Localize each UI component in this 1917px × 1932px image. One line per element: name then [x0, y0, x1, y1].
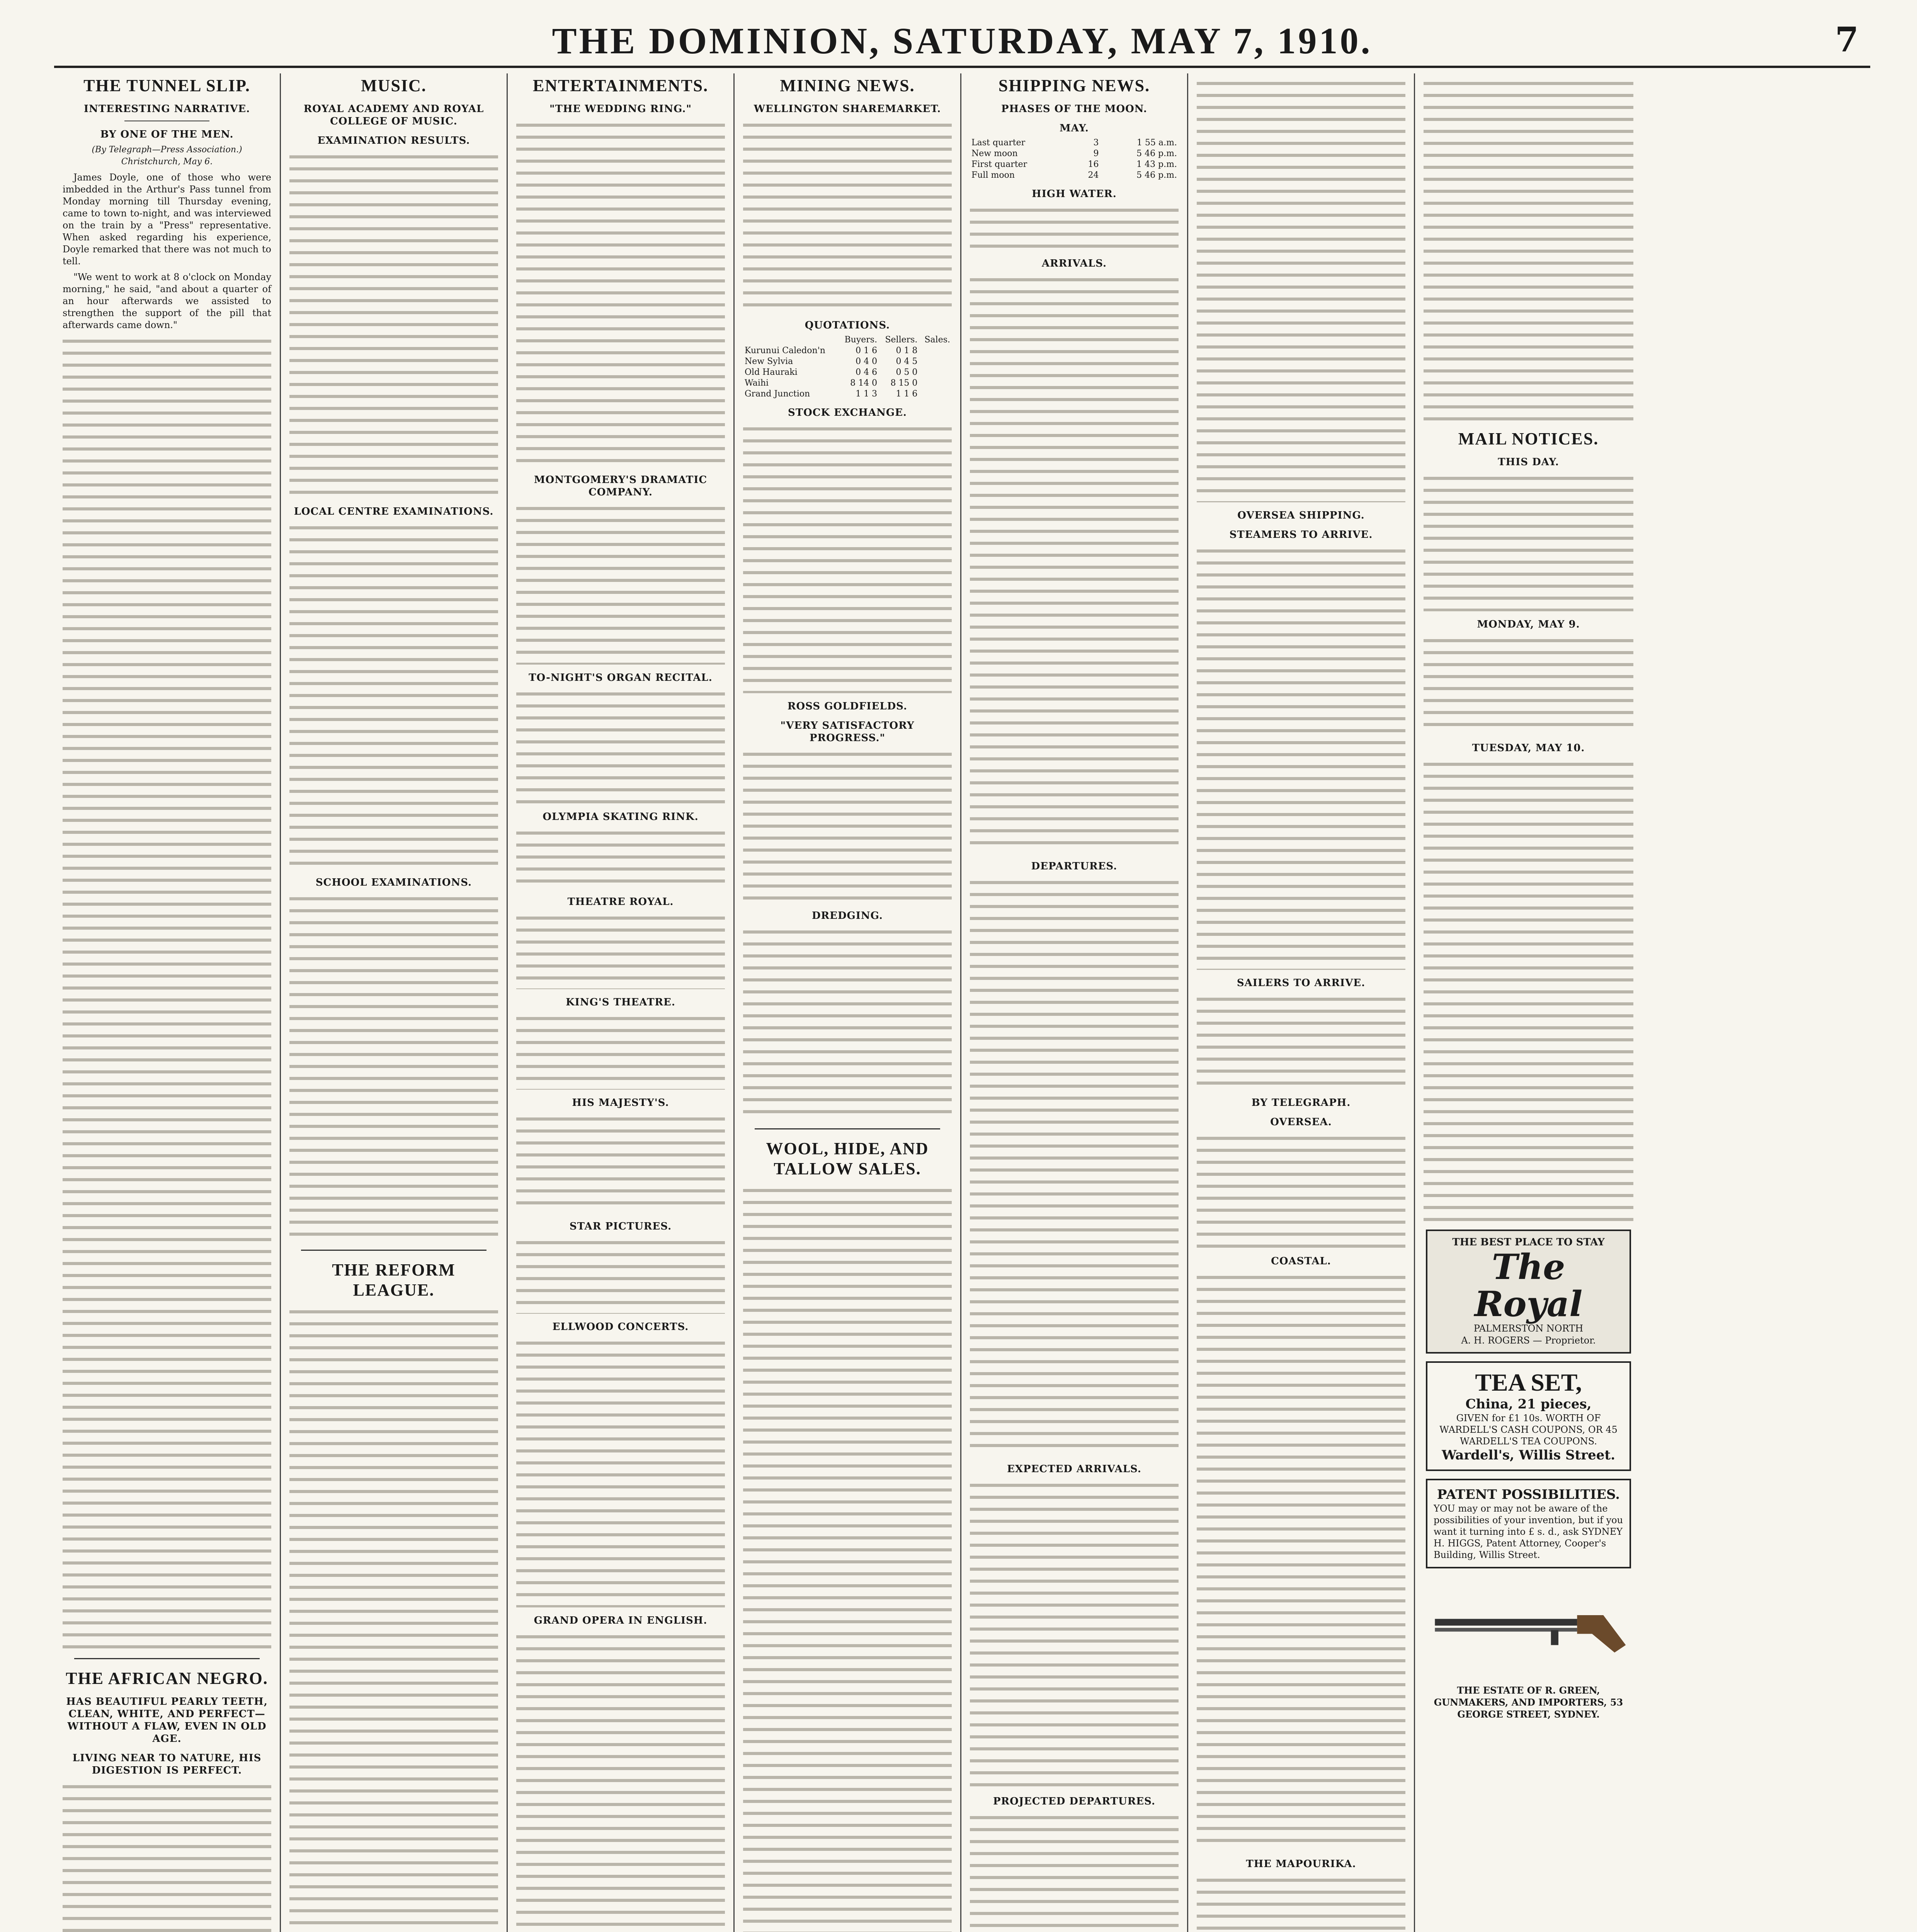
- goldfields-body-text: [743, 748, 952, 903]
- table-cell: 8 15 0: [890, 378, 918, 388]
- mail-list: [1424, 472, 1633, 611]
- mail-list: [1424, 634, 1633, 735]
- ellwood-subheading: ELLWOOD CONCERTS.: [552, 1321, 689, 1333]
- table-cell: 1 55 a.m.: [1137, 138, 1177, 148]
- column-5: [961, 73, 1188, 1932]
- dredging-subheading: DREDGING.: [812, 910, 883, 922]
- table-cell: 0 4 5: [896, 357, 918, 366]
- table-header: [743, 335, 838, 345]
- column-4: [735, 73, 961, 1932]
- theatre-royal-subheading: THEATRE ROYAL.: [567, 896, 674, 908]
- mail-list: [1424, 758, 1633, 1222]
- table-header: Sellers.: [885, 335, 918, 345]
- page-number: 7: [1835, 19, 1859, 60]
- table-row: [743, 356, 952, 367]
- arrivals-subheading: ARRIVALS.: [1041, 258, 1107, 269]
- table-cell: 0 4 0: [856, 357, 878, 366]
- dredging-body-text: [743, 926, 952, 1119]
- montgomery-subheading: MONTGOMERY'S DRAMATIC COMPANY.: [534, 474, 708, 498]
- table-header: Sales.: [924, 335, 950, 345]
- local-centre-subheading: LOCAL CENTRE EXAMINATIONS.: [294, 506, 494, 517]
- high-water-text: [970, 204, 1179, 250]
- ad-hotel-name: The Royal: [1474, 1247, 1583, 1325]
- divider: [755, 1128, 940, 1129]
- music-heading: MUSIC.: [361, 76, 427, 95]
- sailers-list: [1197, 993, 1405, 1090]
- shipping-continued-text: [1197, 77, 1405, 502]
- table-row: [743, 367, 952, 378]
- reform-league-heading: THE REFORM LEAGUE.: [332, 1260, 456, 1299]
- review-body-text: [516, 1113, 725, 1213]
- quotations-subheading: QUOTATIONS.: [805, 320, 890, 331]
- his-majestys-subheading: HIS MAJESTY'S.: [572, 1097, 669, 1109]
- table-cell: [919, 356, 952, 367]
- moon-phases-subheading: PHASES OF THE MOON.: [1001, 103, 1147, 115]
- table-cell: Kurunui Caledon'n: [745, 346, 825, 355]
- table-cell: Old Hauraki: [745, 367, 798, 377]
- mail-notices-heading: MAIL NOTICES.: [1458, 429, 1599, 448]
- table-cell: Full moon: [971, 170, 1015, 180]
- sailers-to-arrive-subheading: SAILERS TO ARRIVE.: [1237, 977, 1366, 989]
- review-body-text: [516, 1236, 725, 1314]
- olympia-subheading: OLYMPIA SKATING RINK.: [543, 811, 699, 823]
- table-cell: Last quarter: [971, 138, 1026, 148]
- table-cell: 1 1 6: [896, 389, 918, 399]
- shipping-news-heading: SHIPPING NEWS.: [998, 76, 1150, 95]
- column-6: [1188, 73, 1415, 1932]
- advertorial-subheading: HAS BEAUTIFUL PEARLY TEETH, CLEAN, WHITE, AND PERFECT—WITHOUT A FLAW, EVEN IN OLD AGE.: [66, 1696, 268, 1745]
- column-3: [508, 73, 735, 1932]
- examination-results-subheading: EXAMINATION RESULTS.: [317, 135, 470, 146]
- expected-arrivals-subheading: EXPECTED ARRIVALS.: [1007, 1463, 1141, 1475]
- expected-arrivals-list: [970, 1479, 1179, 1788]
- ad-hotel-place: PALMERSTON NORTH: [1473, 1323, 1584, 1334]
- coastal-list: [1197, 1271, 1405, 1851]
- arrivals-list: [970, 274, 1179, 853]
- ad-tea-shop: Wardell's, Willis Street.: [1442, 1447, 1615, 1463]
- ad-tea-line1: China, 21 pieces,: [1465, 1396, 1592, 1412]
- gun-ad-text: THE ESTATE OF R. GREEN, GUNMAKERS, AND IMPORTERS, 53 GEORGE STREET, SYDNEY.: [1434, 1685, 1623, 1720]
- this-day-subheading: THIS DAY.: [1498, 456, 1559, 468]
- reform-league-body-text: [289, 1306, 498, 1932]
- ad-tea-line2: GIVEN for £1 10s. WORTH OF WARDELL'S CASH COUPONS, OR 45 WARDELL'S TEA COUPONS.: [1439, 1413, 1618, 1447]
- review-body-text: [516, 1012, 725, 1090]
- column-2: [281, 73, 508, 1932]
- table-cell: 1 1 3: [856, 389, 878, 399]
- table-row: [970, 138, 1179, 148]
- masthead: [54, 15, 1870, 68]
- oversea-subheading: OVERSEA.: [1270, 1116, 1332, 1128]
- table-cell: 0 5 0: [896, 367, 918, 377]
- projected-departures-list: [970, 1811, 1179, 1932]
- table-cell: 1 43 p.m.: [1136, 160, 1177, 169]
- tunnel-slip-heading: THE TUNNEL SLIP.: [83, 76, 250, 95]
- moon-phases-table: [970, 138, 1179, 181]
- coastal-subheading: COASTAL.: [1271, 1255, 1331, 1267]
- quotations-table: [743, 335, 952, 400]
- review-body-text: [516, 1337, 725, 1607]
- table-cell: Waihi: [745, 378, 769, 388]
- article-paragraph: "We went to work at 8 o'clock on Monday morning," he said, "and about a quarter of an hour afterwards we assisted to strengthen the support of the pill that afterwards came down.": [63, 272, 271, 330]
- ad-tagline: THE BEST PLACE TO STAY: [1452, 1236, 1605, 1248]
- progress-subheading: "VERY SATISFACTORY PROGRESS.": [780, 720, 915, 744]
- star-pictures-subheading: STAR PICTURES.: [569, 1221, 672, 1232]
- byline: BY ONE OF THE MEN.: [100, 129, 234, 140]
- moon-month: MAY.: [1060, 122, 1089, 134]
- dateline: (By Telegraph—Press Association.) Christchurch, May 6.: [92, 145, 242, 167]
- table-cell: Grand Junction: [745, 389, 810, 399]
- review-body-text: [516, 912, 725, 989]
- wool-sales-heading: WOOL, HIDE, AND TALLOW SALES.: [766, 1139, 929, 1178]
- stock-exchange-body-text: [743, 423, 952, 693]
- review-body-text: [516, 688, 725, 804]
- table-cell: 0 4 6: [856, 367, 878, 377]
- patent-advertisement: [1426, 1479, 1631, 1568]
- music-body-text: [289, 151, 498, 498]
- royal-academy-subheading: ROYAL ACADEMY AND ROYAL COLLEGE OF MUSIC.: [303, 103, 484, 127]
- table-cell: [919, 389, 952, 400]
- results-list: [289, 893, 498, 1240]
- table-cell: New moon: [971, 149, 1018, 158]
- newspaper-title: THE DOMINION, SATURDAY, MAY 7, 1910.: [552, 20, 1373, 61]
- column-1: [54, 73, 281, 1932]
- table-cell: 24: [1088, 170, 1099, 180]
- table-row: [743, 345, 952, 356]
- review-body-text: [516, 119, 725, 467]
- column-7: [1415, 73, 1642, 1932]
- table-row: [970, 159, 1179, 170]
- ad-patent-title: PATENT POSSIBILITIES.: [1437, 1487, 1620, 1502]
- grand-opera-subheading: GRAND OPERA IN ENGLISH.: [534, 1615, 708, 1626]
- table-row: [970, 170, 1179, 181]
- gun-illustration: [1427, 1576, 1630, 1677]
- mining-news-heading: MINING NEWS.: [780, 76, 915, 95]
- divider: [74, 1658, 260, 1659]
- steamers-to-arrive-subheading: STEAMERS TO ARRIVE.: [1229, 529, 1373, 541]
- table-row: [743, 389, 952, 400]
- table-cell: 0 1 6: [856, 346, 878, 355]
- stock-exchange-subheading: STOCK EXCHANGE.: [788, 407, 907, 418]
- table-cell: 16: [1088, 160, 1099, 169]
- interesting-narrative-subheading: INTERESTING NARRATIVE.: [83, 103, 250, 115]
- steamers-list: [1197, 545, 1405, 970]
- departures-subheading: DEPARTURES.: [1031, 861, 1118, 872]
- oversea-list: [1197, 1132, 1405, 1248]
- ross-goldfields-subheading: ROSS GOLDFIELDS.: [787, 701, 908, 712]
- by-telegraph-subheading: BY TELEGRAPH.: [1251, 1097, 1351, 1109]
- table-cell: New Sylvia: [745, 357, 793, 366]
- article-body-text: [63, 335, 271, 1649]
- tea-set-advertisement: [1426, 1361, 1631, 1471]
- divider: [301, 1250, 486, 1251]
- table-row: [743, 378, 952, 389]
- school-exams-subheading: SCHOOL EXAMINATIONS.: [315, 877, 472, 888]
- ad-patent-body: YOU may or may not be aware of the possibilities of your invention, but if you want it turning into £ s. d., ask SYDNEY H. HIGGS, Patent Attorney, Cooper's Building, Willis Street.: [1434, 1503, 1623, 1560]
- shipping-continued-text: [1424, 77, 1633, 425]
- review-body-text: [516, 827, 725, 889]
- organ-recital-subheading: TO-NIGHT'S ORGAN RECITAL.: [529, 672, 713, 684]
- royal-hotel-advertisement: [1426, 1230, 1631, 1354]
- advertorial-subheading: LIVING NEAR TO NATURE, HIS DIGESTION IS PERFECT.: [72, 1752, 262, 1776]
- table-cell: [919, 367, 952, 378]
- mapourika-text: [1197, 1874, 1405, 1932]
- sharemarket-subheading: WELLINGTON SHAREMARKET.: [754, 103, 941, 115]
- sharemarket-body-text: [743, 119, 952, 312]
- entertainments-heading: ENTERTAINMENTS.: [532, 76, 709, 95]
- table-cell: [919, 378, 952, 389]
- table-cell: 0 1 8: [896, 346, 918, 355]
- table-cell: 3: [1093, 138, 1099, 148]
- high-water-subheading: HIGH WATER.: [1032, 188, 1117, 200]
- african-negro-heading: THE AFRICAN NEGRO.: [66, 1669, 268, 1688]
- table-cell: 8 14 0: [850, 378, 878, 388]
- table-cell: [919, 345, 952, 356]
- wool-sales-body-text: [743, 1184, 952, 1932]
- oversea-shipping-subheading: OVERSEA SHIPPING.: [1237, 510, 1365, 521]
- projected-departures-subheading: PROJECTED DEPARTURES.: [993, 1796, 1156, 1807]
- table-cell: First quarter: [971, 160, 1027, 169]
- kings-theatre-subheading: KING'S THEATRE.: [566, 997, 675, 1008]
- table-cell: 5 46 p.m.: [1136, 170, 1177, 180]
- tuesday-subheading: TUESDAY, MAY 10.: [1472, 742, 1585, 754]
- mapourika-subheading: THE MAPOURIKA.: [1246, 1858, 1356, 1870]
- monday-subheading: MONDAY, MAY 9.: [1477, 619, 1580, 630]
- advertorial-body-text: [63, 1781, 271, 1932]
- review-body-text: [516, 1631, 725, 1932]
- wedding-ring-subheading: "THE WEDDING RING.": [549, 103, 692, 115]
- table-cell: 5 46 p.m.: [1136, 149, 1177, 158]
- table-row: [970, 148, 1179, 159]
- table-header-row: [743, 335, 952, 345]
- rifle-icon: [1427, 1576, 1630, 1677]
- ad-tea-title: TEA SET,: [1475, 1369, 1582, 1396]
- table-header: Buyers.: [844, 335, 878, 345]
- results-list: [289, 522, 498, 869]
- page-columns: [54, 73, 1870, 1932]
- departures-list: [970, 876, 1179, 1456]
- review-body-text: [516, 502, 725, 665]
- ad-hotel-owner: A. H. ROGERS — Proprietor.: [1461, 1335, 1596, 1346]
- table-cell: 9: [1093, 149, 1099, 158]
- article-lead: James Doyle, one of those who were imbedded in the Arthur's Pass tunnel from Monday morning till Thursday evening, came to town to-night, and was interviewed on the train by a "Press" representative. When asked regarding his experience, Doyle remarked that there was not much to tell.: [63, 172, 271, 267]
